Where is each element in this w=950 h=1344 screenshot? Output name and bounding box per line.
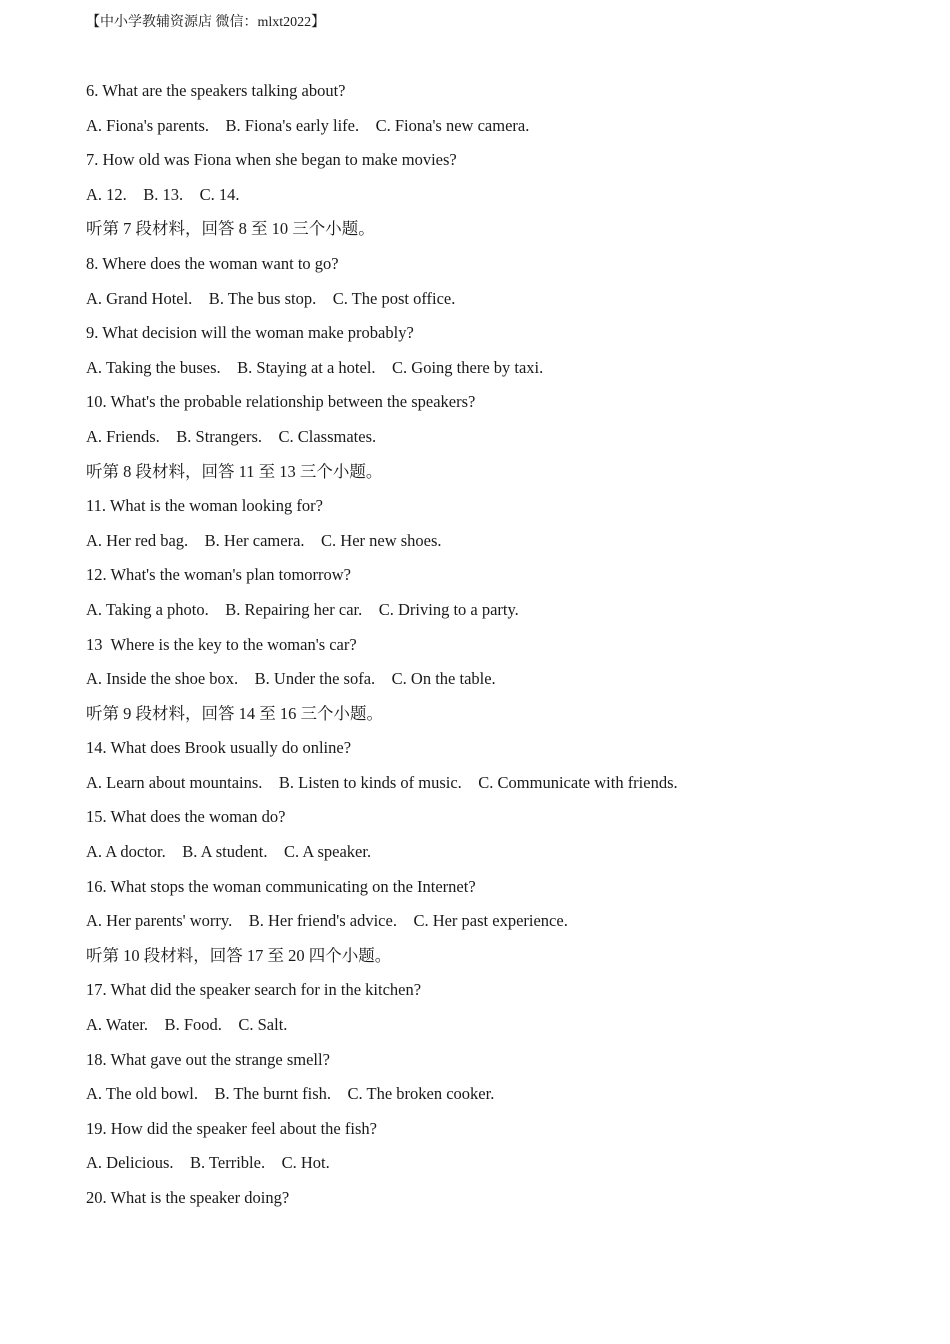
question-line: 12. What's the woman's plan tomorrow? (86, 565, 352, 585)
answer-options: A. Delicious. B. Terrible. C. Hot. (86, 1153, 330, 1173)
question-line: 17. What did the speaker search for in the kitchen? (86, 980, 422, 1000)
question-line: 13 Where is the key to the woman's car? (86, 634, 357, 654)
answer-options: A. Friends. B. Strangers. C. Classmates. (86, 426, 377, 446)
question-line: 15. What does the woman do? (86, 807, 286, 827)
section-instruction: 听第 8 段材料，回答 11 至 13 三个小题。 (86, 461, 383, 481)
answer-options: A. The old bowl. B. The burnt fish. C. The broken cooker. (86, 1084, 495, 1104)
section-instruction: 听第 7 段材料，回答 8 至 10 三个小题。 (86, 219, 375, 239)
question-line: 16. What stops the woman communicating on the Internet? (86, 876, 476, 896)
answer-options: A. 12. B. 13. C. 14. (86, 184, 240, 204)
question-line: 8. Where does the woman want to go? (86, 253, 339, 273)
answer-options: A. Her red bag. B. Her camera. C. Her new shoes. (86, 530, 442, 550)
answer-options: A. Grand Hotel. B. The bus stop. C. The post office. (86, 288, 456, 308)
section-instruction: 听第 9 段材料，回答 14 至 16 三个小题。 (86, 703, 383, 723)
question-line: 14. What does Brook usually do online? (86, 738, 352, 758)
question-line: 7. How old was Fiona when she began to make movies? (86, 150, 457, 170)
question-line: 18. What gave out the strange smell? (86, 1049, 330, 1069)
answer-options: A. Fiona's parents. B. Fiona's early life. C. Fiona's new camera. (86, 115, 530, 135)
section-instruction: 听第 10 段材料，回答 17 至 20 四个小题。 (86, 945, 392, 965)
answer-options: A. Water. B. Food. C. Salt. (86, 1015, 288, 1035)
question-line: 19. How did the speaker feel about the fish? (86, 1118, 377, 1138)
page-header: 【中小学教辅资源店 微信：mlxt2022】 (86, 15, 326, 30)
answer-options: A. Learn about mountains. B. Listen to kinds of music. C. Communicate with friends. (86, 772, 678, 792)
answer-options: A. A doctor. B. A student. C. A speaker. (86, 842, 372, 862)
answer-options: A. Her parents' worry. B. Her friend's advice. C. Her past experience. (86, 911, 568, 931)
question-line: 20. What is the speaker doing? (86, 1188, 290, 1207)
question-line: 6. What are the speakers talking about? (86, 81, 346, 100)
question-list (86, 79, 906, 1221)
answer-options: A. Taking a photo. B. Repairing her car. C. Driving to a party. (86, 599, 519, 619)
question-line: 9. What decision will the woman make probably? (86, 323, 414, 343)
question-line: 11. What is the woman looking for? (86, 496, 323, 516)
answer-options: A. Inside the shoe box. B. Under the sofa. C. On the table. (86, 669, 496, 689)
answer-options: A. Taking the buses. B. Staying at a hotel. C. Going there by taxi. (86, 357, 544, 377)
question-line: 10. What's the probable relationship between the speakers? (86, 392, 476, 412)
